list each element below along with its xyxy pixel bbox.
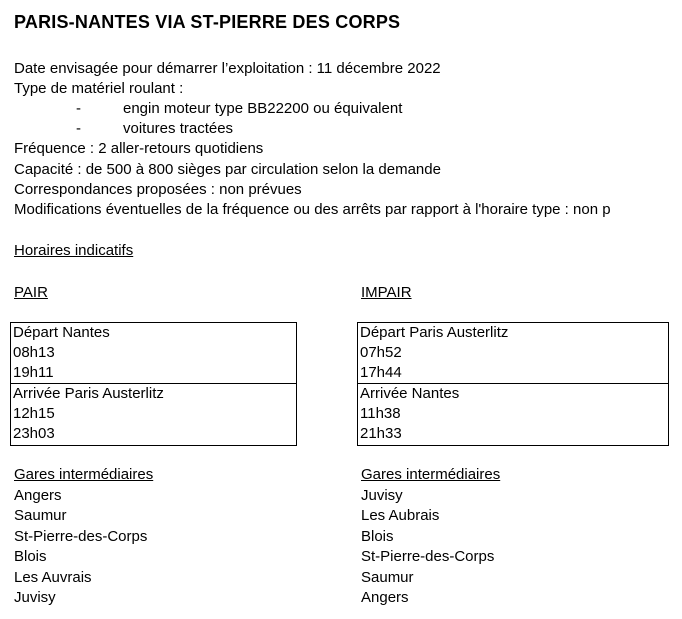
impair-arrivee-label: Arrivée Nantes [360, 385, 460, 402]
pair-timetable [10, 322, 297, 446]
pair-gare-2: Saumur [14, 507, 67, 524]
impair-arrivee-time-1: 11h38 [360, 405, 401, 422]
impair-gare-5: Saumur [361, 568, 414, 586]
pair-gare-3: St-Pierre-des-Corps [14, 527, 148, 545]
document-title: PARIS-NANTES VIA ST-PIERRE DES CORPS [14, 12, 401, 32]
pair-gare-5: Les Auvrais [14, 568, 92, 586]
bullet-text-1: engin moteur type BB22200 ou équivalent [123, 100, 403, 117]
impair-gare-3: Blois [361, 527, 394, 545]
bullet-text-2: voitures tractées [123, 120, 234, 137]
bullet-dash-1: - [76, 100, 81, 117]
horaires-heading: Horaires indicatifs [14, 242, 134, 259]
correspondances-line: Correspondances proposées : non prévues [14, 181, 302, 198]
pair-depart-label: Départ Nantes [13, 324, 110, 341]
pair-arrivee-time-1: 12h15 [13, 405, 55, 422]
impair-depart-time-1: 07h52 [360, 344, 402, 361]
impair-gares-list [361, 465, 500, 609]
pair-arrivee-label: Arrivée Paris Austerlitz [13, 385, 164, 402]
impair-heading: IMPAIR [361, 284, 412, 301]
pair-depart-time-2: 19h11 [13, 364, 54, 381]
impair-gare-1: Juvisy [361, 486, 403, 504]
pair-gare-4: Blois [14, 548, 47, 565]
pair-gare-1: Angers [14, 486, 62, 504]
impair-gare-4: St-Pierre-des-Corps [361, 548, 495, 565]
impair-gares-heading: Gares intermédiaires [361, 466, 501, 483]
impair-gare-2: Les Aubrais [361, 507, 440, 524]
modifications-line: Modifications éventuelles de la fréquence ou des arrêts par rapport à l'horaire type : non p [14, 201, 611, 218]
pair-gare-6: Juvisy [14, 589, 56, 606]
date-line: Date envisagée pour démarrer l’exploitation : 11 décembre 2022 [14, 60, 441, 77]
materiel-line: Type de matériel roulant : [14, 80, 184, 97]
bullet-dash-2: - [76, 120, 81, 137]
capacite-line: Capacité : de 500 à 800 sièges par circulation selon la demande [14, 161, 441, 178]
pair-heading: PAIR [14, 284, 48, 301]
pair-gares-list [14, 465, 153, 609]
impair-arrivee-time-2: 21h33 [360, 425, 402, 442]
impair-gare-6: Angers [361, 589, 409, 606]
frequence-line: Fréquence : 2 aller-retours quotidiens [14, 140, 264, 157]
pair-arrivee-time-2: 23h03 [13, 425, 55, 442]
impair-depart-time-2: 17h44 [360, 364, 402, 381]
pair-depart-time-1: 08h13 [13, 344, 55, 361]
pair-gares-heading: Gares intermédiaires [14, 466, 154, 483]
impair-depart-label: Départ Paris Austerlitz [360, 324, 509, 341]
impair-timetable [357, 322, 669, 446]
